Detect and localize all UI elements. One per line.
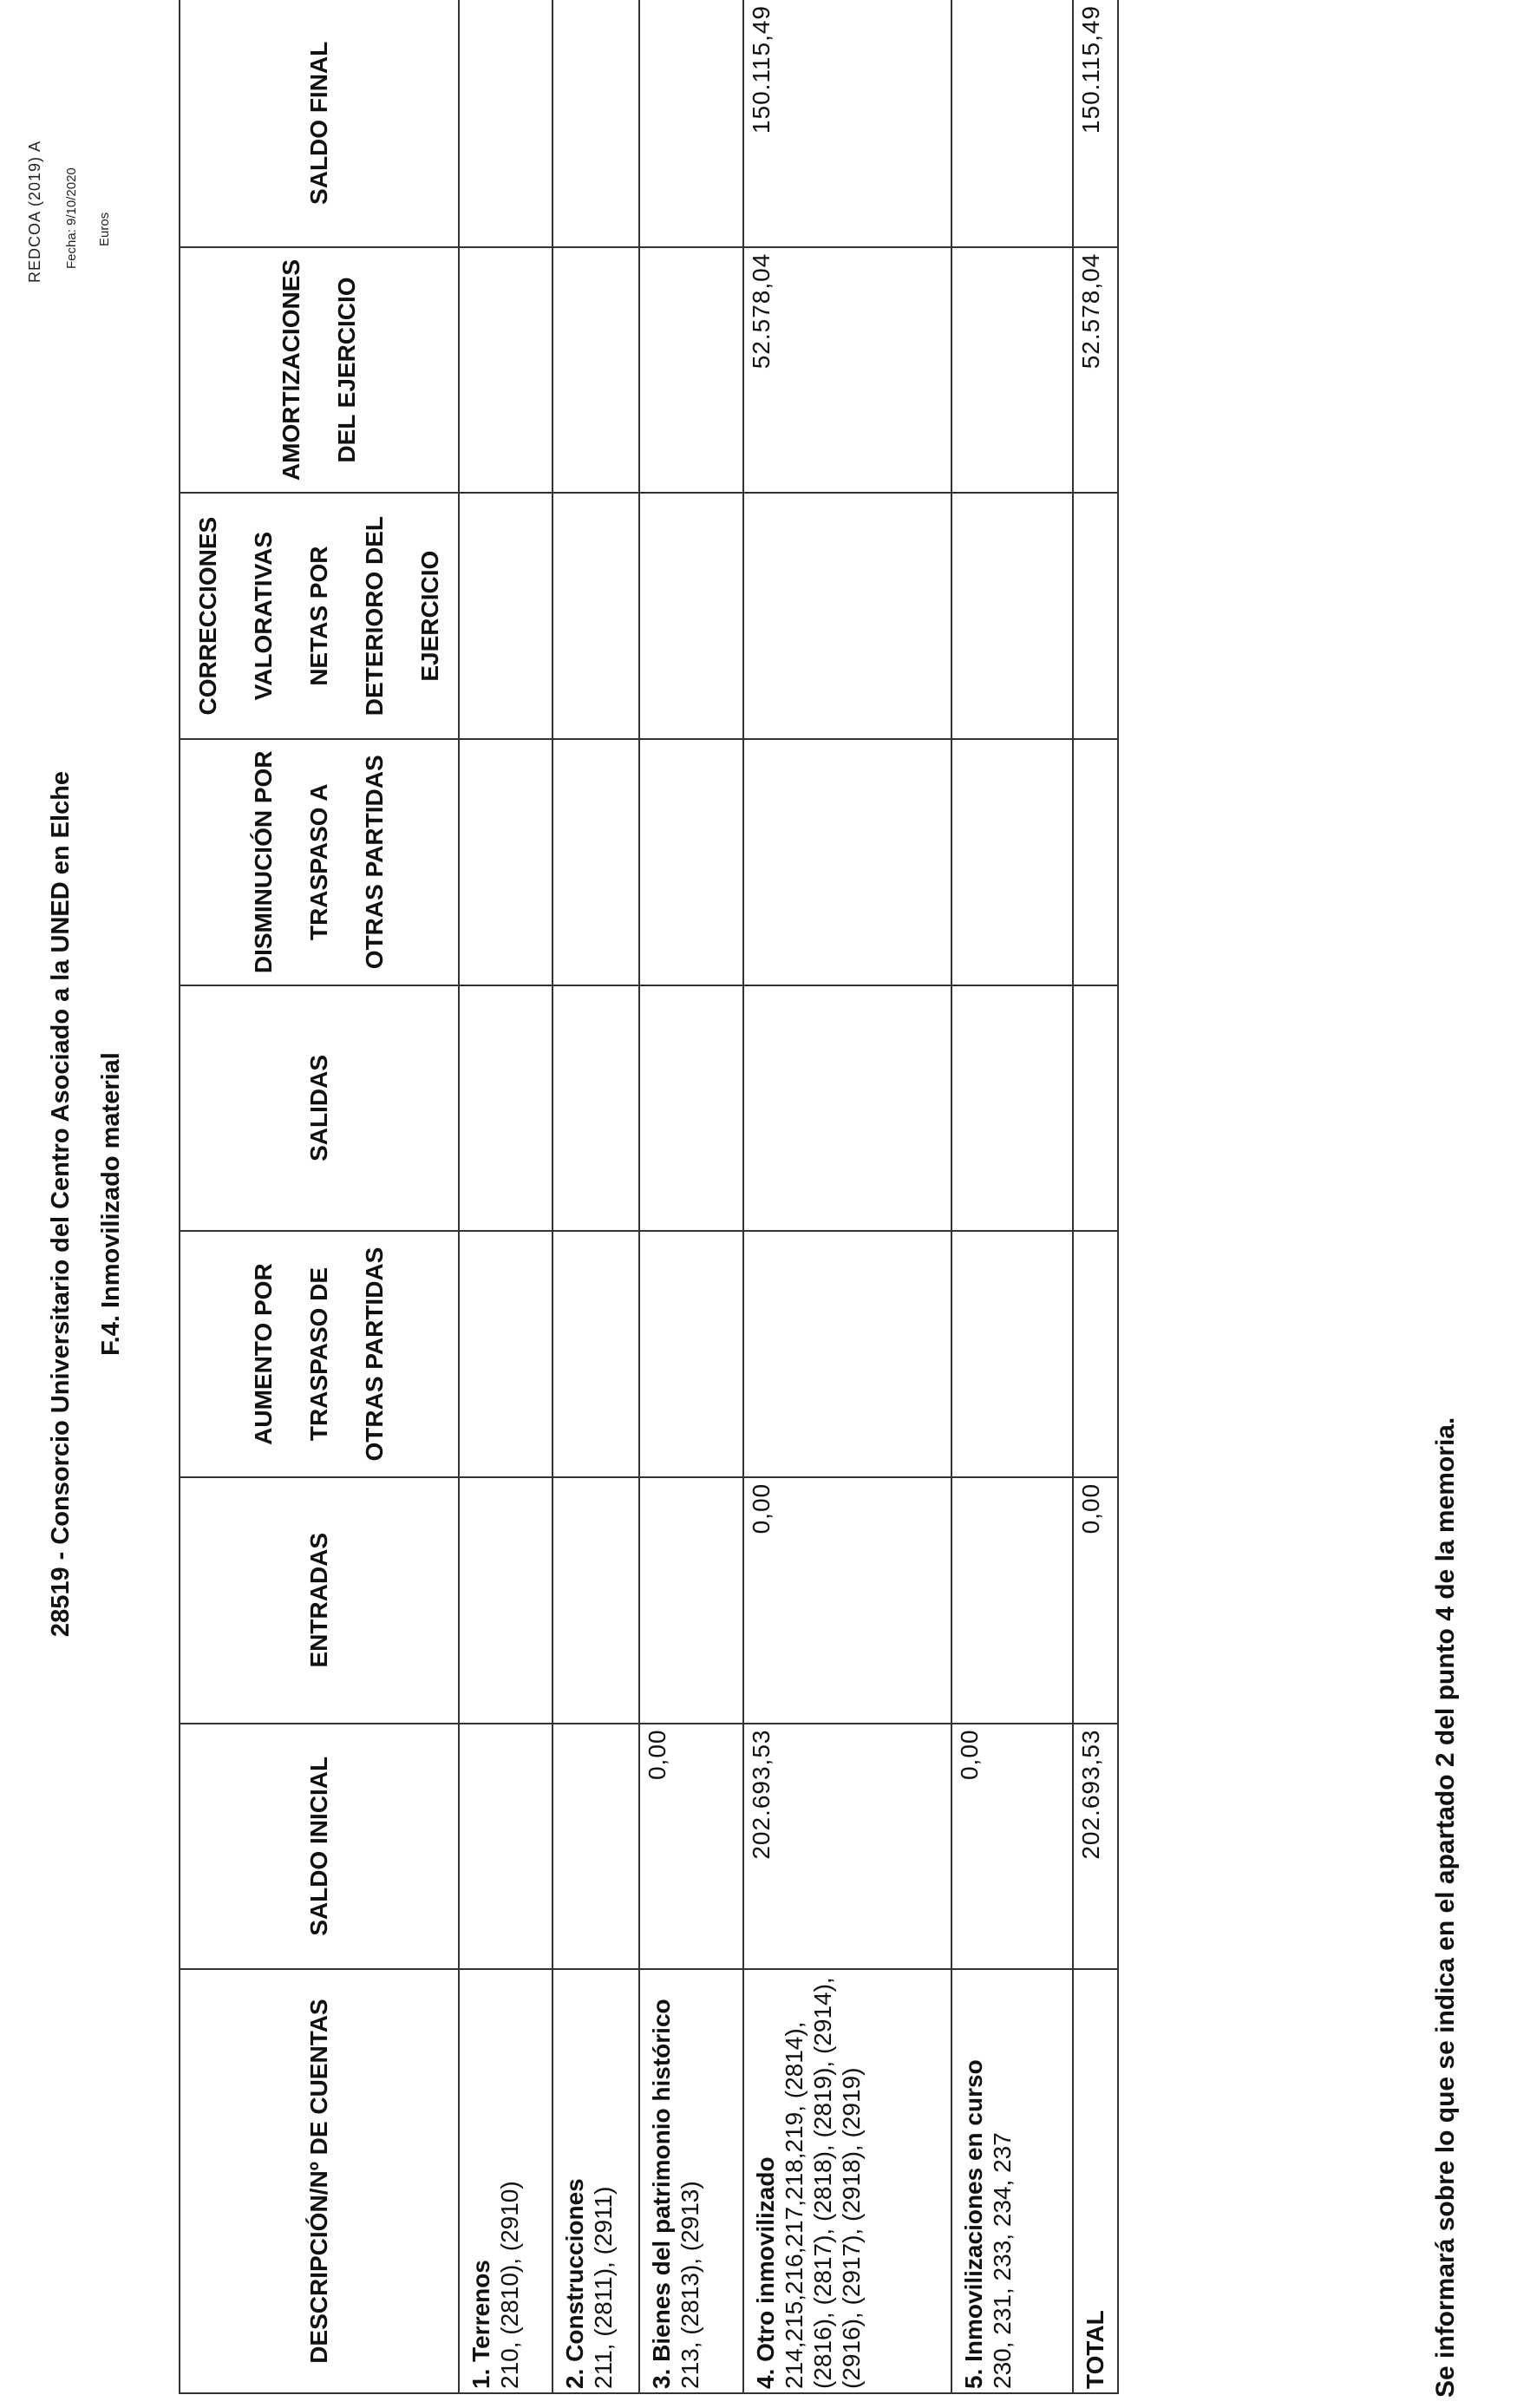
- table-row: [639, 0, 743, 2393]
- footnote: Se informará sobre lo que se indica en el apartado 2 del punto 4 de la memoria.: [1431, 1417, 1460, 2398]
- table-row: [951, 0, 1073, 2393]
- cell-correcciones: [639, 493, 743, 739]
- cell-entradas: 0,00: [743, 1477, 951, 1724]
- header-aumento: AUMENTO POR TRASPASO DE OTRAS PARTIDAS: [180, 1231, 459, 1477]
- cell-saldo-inicial: 0,00: [639, 1724, 743, 1970]
- total-entradas: 0,00: [1073, 1477, 1118, 1724]
- total-disminucion: [1073, 739, 1118, 985]
- row-name: 1. Terrenos: [468, 2260, 494, 2389]
- cell-aumento: [743, 1231, 951, 1477]
- cell-disminucion: [743, 739, 951, 985]
- cell-saldo-final: [459, 0, 552, 247]
- row-name: 2. Construcciones: [561, 2178, 588, 2389]
- total-saldo-inicial: 202.693,53: [1073, 1724, 1118, 1970]
- total-correcciones: [1073, 493, 1118, 739]
- table-row: [459, 0, 552, 2393]
- cell-correcciones: [743, 493, 951, 739]
- currency-unit: Euros: [97, 212, 112, 246]
- row-accounts: 230, 231, 233, 234, 237: [989, 2132, 1016, 2389]
- cell-saldo-final: 150.115,49: [743, 0, 951, 247]
- total-aumento: [1073, 1231, 1118, 1477]
- total-amortizaciones: 52.578,04: [1073, 247, 1118, 494]
- row-name: 5. Inmovilizaciones en curso: [960, 2059, 987, 2389]
- row-description: [459, 1969, 552, 2393]
- fixed-assets-table: [179, 0, 1119, 2394]
- cell-saldo-inicial: [552, 1724, 639, 1970]
- page-subtitle: F.4. Inmovilizado material: [97, 1052, 125, 1356]
- row-description: [639, 1969, 743, 2393]
- row-accounts: 211, (2811), (2911): [590, 2186, 617, 2389]
- row-name: 3. Bienes del patrimonio histórico: [648, 1999, 675, 2389]
- cell-amortizaciones: [951, 247, 1073, 494]
- cell-salidas: [459, 985, 552, 1232]
- cell-disminucion: [552, 739, 639, 985]
- header-disminucion: DISMINUCIÓN POR TRASPASO A OTRAS PARTIDAS: [180, 739, 459, 985]
- cell-saldo-inicial: [459, 1724, 552, 1970]
- header-saldo-final: SALDO FINAL: [180, 0, 459, 247]
- cell-aumento: [639, 1231, 743, 1477]
- row-accounts: 214,215,216,217,218,219, (2814), (2816), (2817), (2818), (2819), (2914), (2916), (2917), (2918), (2919): [781, 1977, 865, 2389]
- cell-saldo-final: [951, 0, 1073, 247]
- header-saldo-inicial: SALDO INICIAL: [180, 1724, 459, 1970]
- cell-disminucion: [639, 739, 743, 985]
- cell-amortizaciones: [639, 247, 743, 494]
- total-saldo-final: 150.115,49: [1073, 0, 1118, 247]
- row-accounts: 213, (2813), (2913): [677, 2181, 703, 2389]
- header-correcciones: CORRECCIONES VALORATIVAS NETAS POR DETERIORO DEL EJERCICIO: [180, 493, 459, 739]
- total-salidas: [1073, 985, 1118, 1232]
- cell-salidas: [639, 985, 743, 1232]
- report-date: Fecha: 9/10/2020: [64, 167, 79, 269]
- cell-disminucion: [951, 739, 1073, 985]
- row-name: 4. Otro inmovilizado: [752, 2156, 779, 2389]
- report-code: REDCOA (2019) A: [26, 140, 43, 283]
- table-header-row: [180, 0, 459, 2393]
- table-row: [743, 0, 951, 2393]
- cell-amortizaciones: [459, 247, 552, 494]
- cell-aumento: [951, 1231, 1073, 1477]
- cell-salidas: [951, 985, 1073, 1232]
- total-label: TOTAL: [1073, 1969, 1118, 2393]
- row-description: [951, 1969, 1073, 2393]
- cell-salidas: [552, 985, 639, 1232]
- cell-saldo-inicial: 202.693,53: [743, 1724, 951, 1970]
- cell-correcciones: [459, 493, 552, 739]
- header-amortizaciones: AMORTIZACIONES DEL EJERCICIO: [180, 247, 459, 494]
- cell-correcciones: [951, 493, 1073, 739]
- cell-saldo-final: [552, 0, 639, 247]
- row-description: [552, 1969, 639, 2393]
- cell-disminucion: [459, 739, 552, 985]
- header-salidas: SALIDAS: [180, 985, 459, 1232]
- cell-entradas: [459, 1477, 552, 1724]
- header-entradas: ENTRADAS: [180, 1477, 459, 1724]
- cell-salidas: [743, 985, 951, 1232]
- total-row: [1073, 0, 1118, 2393]
- cell-entradas: [951, 1477, 1073, 1724]
- cell-correcciones: [552, 493, 639, 739]
- cell-amortizaciones: [552, 247, 639, 494]
- row-description: [743, 1969, 951, 2393]
- table-row: [552, 0, 639, 2393]
- cell-aumento: [459, 1231, 552, 1477]
- cell-saldo-final: [639, 0, 743, 247]
- cell-saldo-inicial: 0,00: [951, 1724, 1073, 1970]
- page-title: 28519 - Consorcio Universitario del Centro Asociado a la UNED en Elche: [47, 770, 75, 1638]
- cell-entradas: [639, 1477, 743, 1724]
- header-desc: DESCRIPCIÓN/Nº DE CUENTAS: [180, 1969, 459, 2393]
- cell-entradas: [552, 1477, 639, 1724]
- cell-aumento: [552, 1231, 639, 1477]
- cell-amortizaciones: 52.578,04: [743, 247, 951, 494]
- row-accounts: 210, (2810), (2910): [496, 2181, 523, 2389]
